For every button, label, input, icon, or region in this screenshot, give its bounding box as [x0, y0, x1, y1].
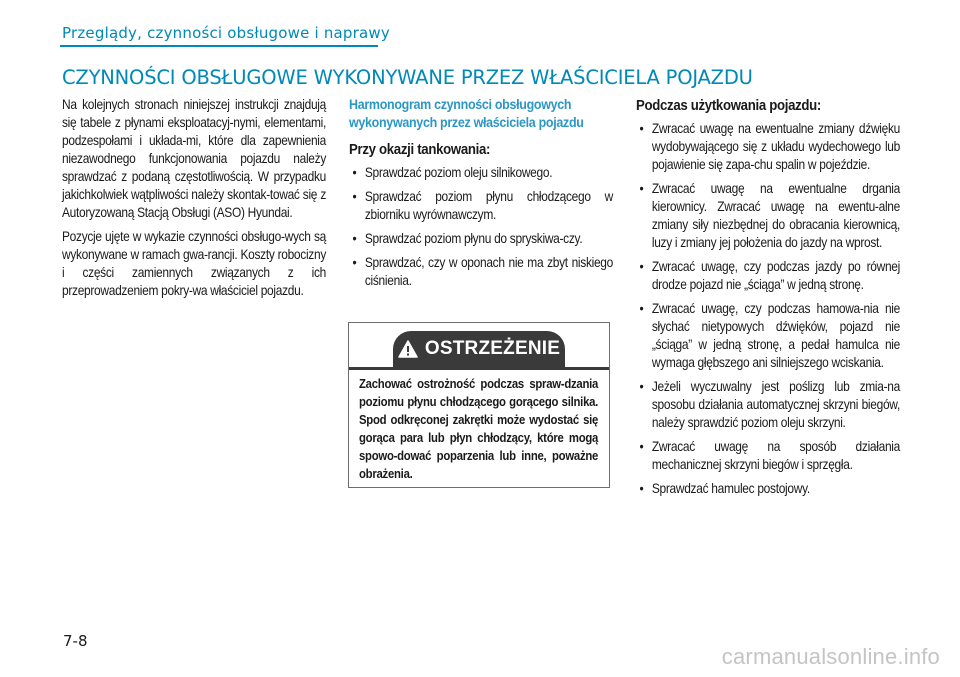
section-divider [60, 45, 378, 47]
warning-text: Zachować ostrożność podczas spraw-dzania poziomu płynu chłodzącego gorącego silnika. Spod odkręconej zakrętki może wydostać się gorąca para lub płyn chłodzący, które mogą spowo-dować poparzenia lub inne, poważne obrażenia. [359, 376, 599, 481]
intro-paragraph-2: Pozycje ujęte w wykazie czynności obsługo-wych są wykonywane w ramach gwa-rancji. Koszty robocizny i części zamiennych związanych z ich przeprowadzeniem pokry-wa właściciel pojazdu. [62, 229, 326, 298]
section-header: Przeglądy, czynności obsługowe i naprawy [62, 24, 390, 42]
intro-paragraph-1: Na kolejnych stronach niniejszej instrukcji znajdują się tabele z płynami eksploatacyj-nymi, elementami, podzespołami i układa-mi, które dla zapewnienia niezawodnego funkcjonowania pojazdu należy sprawdzać z podaną częstotliwością. W przypadku jakichkolwiek wątpliwości należy skontak-tować się z Autoryzowaną Stacją Obsługi (ASO) Hyundai. [62, 97, 326, 220]
driving-list [636, 120, 900, 498]
page-title: CZYNNOŚCI OBSŁUGOWE WYKONYWANE PRZEZ WŁAŚCICIELA POJAZDU [62, 66, 753, 89]
schedule-subheading: Harmonogram czynności obsługowych wykonywanych przez właściciela pojazdu [349, 97, 584, 131]
driving-column [636, 96, 900, 504]
list-item: • Zwracać uwagę na sposób działania mechanicznej skrzyni biegów i sprzęgła. [636, 438, 900, 474]
list-item: • Zwracać uwagę, czy podczas hamowa-nia nie słychać nietypowych dźwięków, pojazd nie „ściąga” w jedną stronę, a pedał hamulca nie wymaga głębszego ani silniejszego wciskania. [636, 300, 900, 372]
intro-column [62, 96, 326, 306]
list-item: • Jeżeli wyczuwalny jest poślizg lub zmia-na sposobu działania automatycznej skrzyni biegów, należy sprawdzić poziom oleju skrzyni. [636, 378, 900, 432]
list-item: • Zwracać uwagę na ewentualne zmiany dźwięku wydobywającego się z układu wydechowego lub pojawienie się zapa-chu spalin w pojeździe. [636, 120, 900, 174]
list-item: • Sprawdzać poziom płynu chłodzącego w zbiorniku wyrównawczym. [349, 188, 613, 224]
refueling-heading: Przy okazji tankowania: [349, 141, 491, 158]
list-item: • Sprawdzać, czy w oponach nie ma zbyt niskiego ciśnienia. [349, 254, 613, 290]
page-number: 7-8 [63, 632, 88, 650]
warning-box [348, 322, 610, 488]
list-item: • Sprawdzać hamulec postojowy. [636, 480, 900, 498]
list-item: • Zwracać uwagę, czy podczas jazdy po równej drodze pojazd nie „ściąga” w jedną stronę. [636, 258, 900, 294]
list-item: • Zwracać uwagę na ewentualne drgania kierownicy. Zwracać uwagę na ewentu-alne zmiany siły niezbędnej do obracania kierownicą, luzy i zmiany jej położenia do jazdy na wprost. [636, 180, 900, 252]
list-item: • Sprawdzać poziom płynu do spryskiwa-czy. [349, 230, 613, 248]
watermark: carmanualsonline.info [721, 644, 940, 669]
list-item: • Sprawdzać poziom oleju silnikowego. [349, 164, 613, 182]
warning-divider [349, 367, 609, 370]
refueling-list [349, 164, 613, 290]
refueling-column [349, 96, 613, 296]
warning-header [393, 331, 565, 367]
warning-label: OSTRZEŻENIE [424, 338, 561, 359]
driving-heading: Podczas użytkowania pojazdu: [636, 97, 822, 114]
warning-triangle-icon [398, 340, 418, 358]
